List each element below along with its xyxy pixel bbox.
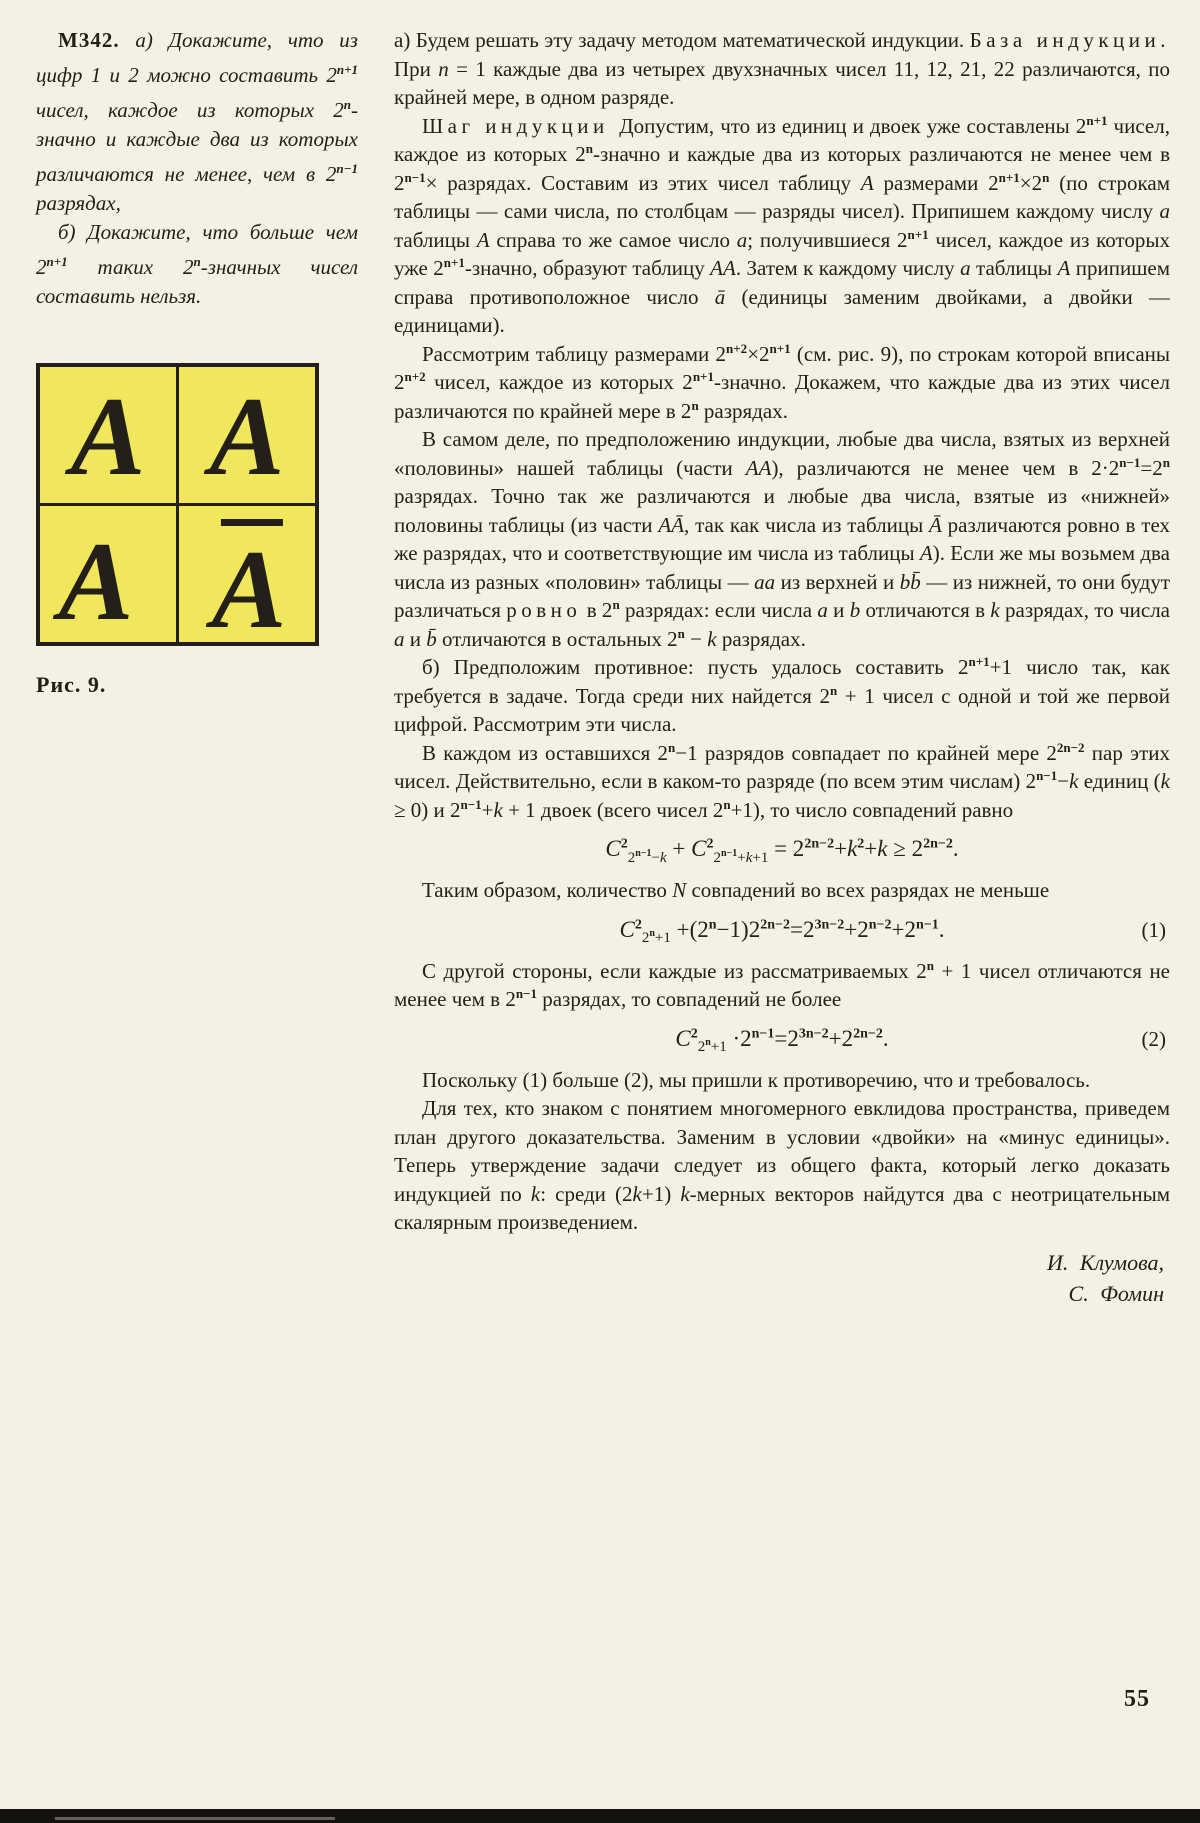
problem-paragraph: б) Докажите, что больше чем $2^{n+1}$ таких 2$^n$-значных чисел составить нельзя. <box>36 220 358 308</box>
solution-paragraph: С другой стороны, если каждые из рассматриваемых $2^n + 1$ чисел отличаются не менее чем в $2^{n-1}$ разрядах, то совпадений не более <box>394 957 1171 1011</box>
equation-number: (2) <box>1141 1026 1166 1051</box>
figure-9 <box>36 363 319 652</box>
scan-bottom-edge <box>0 1809 1200 1823</box>
authors-signature <box>394 1247 1170 1309</box>
display-formula <box>394 832 1170 866</box>
equation-number: (1) <box>1141 917 1166 942</box>
display-formula <box>394 1022 1170 1056</box>
letter-A: A <box>70 375 146 499</box>
solution-paragraph: Таким образом, количество N совпадений во всех разрядах не меньше <box>422 878 1050 902</box>
formula-body: $C^2_{2^n+1} +(2^n-1)2^{2n-2}=2^{3n-2}+2^{n-2}+2^{n-1}$. <box>619 916 945 947</box>
solution-paragraph: Поскольку (1) больше (2), мы пришли к противоречию, что и требовалось. <box>422 1067 1091 1092</box>
figure-caption: Рис. 9. <box>36 672 107 697</box>
formula-body: $C^2_{2^{n-1}-k} + C^2_{2^{n-1}+k+1} = 2^{2n-2}+k^2+k \ge 2^{2n-2}$. <box>605 836 959 866</box>
solution-paragraph: б) Предположим противное: пусть удалось составить $2^{n+1}+1$ число так, как требуется в задаче. Тогда среди них найдется $2^n + 1$ чисел с одной и той же первой цифрой. Рассмотрим эти числа. <box>394 654 1170 736</box>
solution-paragraph: В каждом из оставшихся $2^n-1$ разрядов совпадает по крайней мере $2^{2n-2}$ пар этих чисел. Действительно, если в каком-то разряде (по всем этим числам) $2^{n-1}-k$ единиц (k ≥ 0) и $2^{n-1}+k + 1$ двоек (всего чисел $2^n+1$), то число совпадений равно <box>394 739 1170 822</box>
letter-A: A <box>58 520 134 644</box>
figure-cell <box>179 506 315 652</box>
overline-bar <box>221 519 283 526</box>
solution-column <box>394 26 1170 1309</box>
figure-cell <box>40 506 176 642</box>
author-line: С. Фомин <box>1068 1280 1164 1306</box>
solution-paragraph: Шаг индукции Допустим, что из единиц и двоек уже составлены $2^{n+1}$ чисел, каждое из которых 2$^n$-значно и каждые два из которых различаются не менее чем в $2^{n-1}\times$ разрядах. Составим из этих чисел таблицу A размерами $2^{n+1}\times 2^n$ (по строкам таблицы — сами числа, по столбцам — разряды чисел). Припишем каждому числу a таблицы A справа то же самое число a; получившиеся $2^{n+1}$ чисел, каждое из которых уже $2^{n+1}$-значно, образуют таблицу AA. Затем к каждому числу a таблицы A припишем справа противоположное число ā (единицы заменим двойками, а двойки — единицами). <box>394 112 1171 337</box>
solution-text <box>394 26 1170 1237</box>
problem-paragraph: М342. а) Докажите, что из цифр 1 и 2 можно составить $2^{n+1}$ чисел, каждое из которых 2$^n$-значно и каждые два из которых различаются не менее, чем в $2^{n-1}$ разрядах, <box>36 28 358 215</box>
solution-paragraph: В самом деле, по предположению индукции, любые два числа, взятых из верхней «половины» нашей таблицы (части AA), различаются не менее чем в $2\cdot 2^{n-1}=2^n$ разрядах. Точно так же различаются и любые два числа, взятые из «нижней» половины таблицы (из части AĀ, так как числа из таблицы Ā различаются ровно в тех же разрядах, что и соответствующие им числа из таблицы A). Если же мы возьмем два числа из разных «половин» таблицы — aa из верхней и bb̄ — из нижней, то они будут различаться ровно в 2$^n$ разрядах: если числа a и b отличаются в k разрядах, то числа a и b̄ отличаются в остальных $2^n - k$ разрядах. <box>394 427 1170 651</box>
formula-body: $C^2_{2^n+1} \cdot 2^{n-1}=2^{3n-2}+2^{2n-2}$. <box>675 1025 889 1056</box>
figure-cell <box>40 367 176 503</box>
solution-paragraph: Для тех, кто знаком с понятием многомерного евклидова пространства, приведем план другого доказательства. Заменим в условии «двойки» на «минус единицы». Теперь утверждение задачи следует из общего факта, который легко доказать индукцией по k: среди (2k+1) k-мерных векторов найдутся два с неотрицательным скалярным произведением. <box>394 1096 1171 1234</box>
problem-statement <box>36 26 358 311</box>
display-formula <box>394 913 1170 947</box>
problem-column <box>36 26 358 1309</box>
figure-cell <box>179 367 315 503</box>
author-line: И. Клумова, <box>1047 1249 1164 1275</box>
letter-A: A <box>209 375 285 499</box>
solution-paragraph: а) Будем решать эту задачу методом математической индукции. База индукции. При n = 1 каждые два из четырех двухзначных чисел 11, 12, 21, 22 различаются, по крайней мере, в одном разряде. <box>394 28 1170 109</box>
solution-paragraph: Рассмотрим таблицу размерами $2^{n+2}\times 2^{n+1}$ (см. рис. 9), по строкам которой вписаны $2^{n+2}$ чисел, каждое из которых $2^{n+1}$-значно. Докажем, что каждые два из этих чисел различаются по крайней мере в 2$^n$ разрядах. <box>394 340 1171 423</box>
page-number: 55 <box>1124 1686 1150 1712</box>
letter-A-bar: A <box>211 528 287 652</box>
